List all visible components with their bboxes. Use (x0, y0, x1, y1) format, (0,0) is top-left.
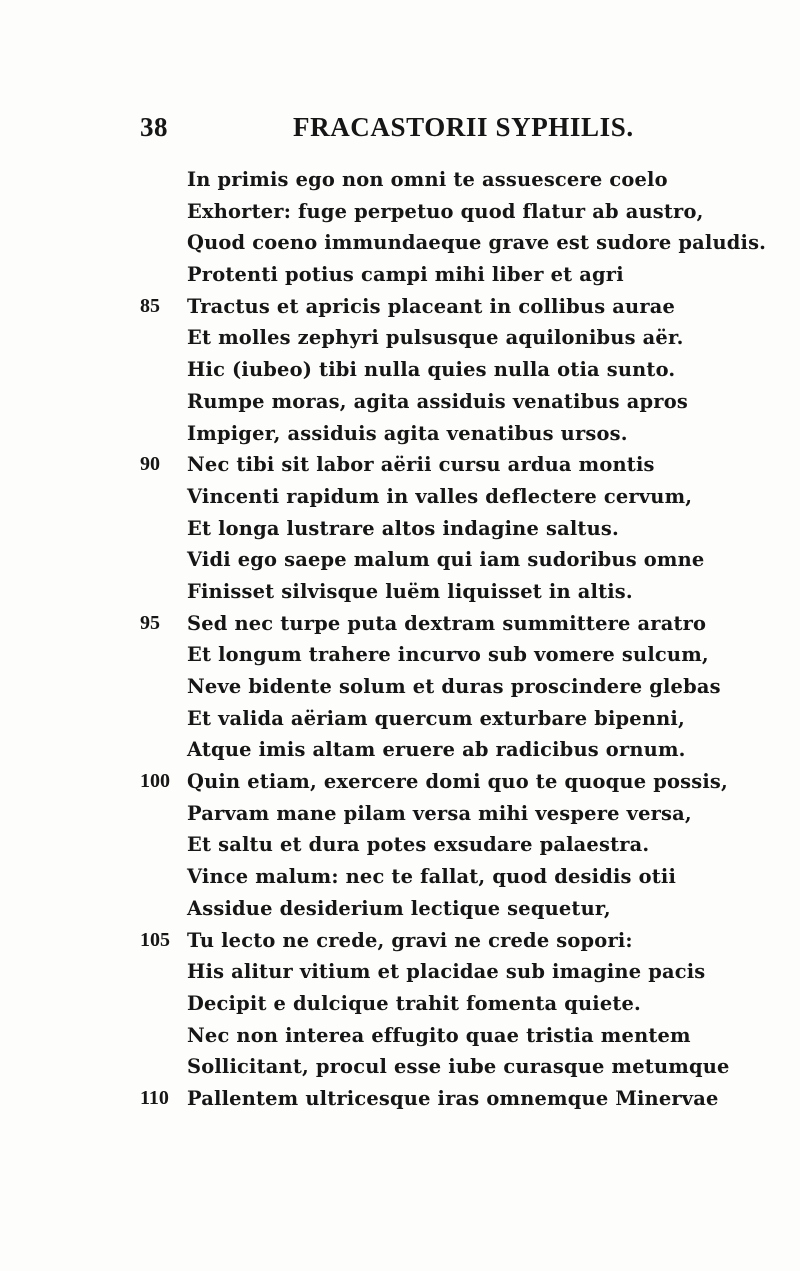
page-number: 38 (140, 112, 168, 142)
line-text: Vincenti rapidum in valles deflectere cervum, (187, 484, 693, 508)
line-text: Protenti potius campi mihi liber et agri (187, 263, 624, 287)
line-text: Neve bidente solum et duras proscindere glebas (187, 675, 721, 698)
line-number: 90 (140, 453, 160, 476)
line-text: Pallentem ultricesque iras omnemque Minervae (187, 1086, 719, 1110)
line-text: Quod coeno immundaeque grave est sudore paludis. (187, 231, 767, 255)
line-text: Impiger, assiduis agita venatibus ursos. (187, 421, 628, 445)
line-text: Rumpe moras, agita assiduis venatibus apros (187, 389, 688, 413)
verse-line (150, 196, 770, 228)
verse-line (140, 925, 770, 957)
verse-line (150, 259, 770, 291)
line-text: Parvam mane pilam versa mihi vespere versa, (187, 801, 692, 825)
line-number: 105 (140, 928, 170, 951)
verse-line (140, 291, 770, 323)
line-text: Assidue desiderium lectique sequetur, (187, 896, 611, 920)
verse-block (140, 164, 770, 1115)
line-text: His alitur vitium et placidae sub imagine pacis (187, 960, 706, 984)
line-text: Tractus et apricis placeant in collibus aurae (187, 294, 676, 318)
verse-line (150, 1051, 770, 1083)
verse-line (150, 386, 770, 418)
verse-line (150, 544, 770, 576)
line-text: Et longa lustrare altos indagine saltus. (187, 516, 619, 540)
line-number: 85 (140, 294, 160, 317)
line-text: Decipit e dulcique trahit fomenta quiete. (187, 991, 641, 1015)
verse-line (150, 418, 770, 450)
line-text: Et longum trahere incurvo sub vomere sulcum, (187, 643, 709, 667)
running-head (140, 112, 740, 146)
verse-line (140, 449, 770, 481)
verse-line (150, 639, 770, 671)
verse-line (140, 1083, 770, 1115)
verse-line (140, 766, 770, 798)
running-title: FRACASTORII SYPHILIS. (293, 112, 634, 142)
verse-line (150, 798, 770, 830)
verse-line (150, 481, 770, 513)
verse-line (150, 829, 770, 861)
verse-line (150, 322, 770, 354)
verse-line (150, 861, 770, 893)
verse-line (150, 227, 770, 259)
line-text: Quin etiam, exercere domi quo te quoque possis, (187, 770, 728, 794)
verse-line (150, 988, 770, 1020)
line-text: Nec tibi sit labor aërii cursu ardua montis (187, 453, 655, 477)
verse-line (150, 671, 770, 703)
verse-line (140, 608, 770, 640)
line-text: Et saltu et dura potes exsudare palaestra. (187, 833, 650, 857)
verse-line (150, 1020, 770, 1052)
verse-line (150, 576, 770, 608)
line-text: Hic (iubeo) tibi nulla quies nulla otia sunto. (187, 358, 676, 382)
line-text: Sollicitant, procul esse iube curasque metumque (187, 1055, 730, 1079)
line-number: 100 (140, 770, 170, 793)
verse-line (150, 164, 770, 196)
line-number: 110 (140, 1086, 169, 1109)
line-text: Vidi ego saepe malum qui iam sudoribus omne (187, 548, 705, 572)
line-text: Atque imis altam eruere ab radicibus ornum. (187, 738, 686, 762)
line-text: Nec non interea effugito quae tristia mentem (187, 1023, 691, 1047)
verse-line (150, 893, 770, 925)
line-text: In primis ego non omni te assuescere coelo (187, 168, 668, 191)
line-text: Vince malum: nec te fallat, quod desidis otii (187, 865, 677, 889)
line-text: Et molles zephyri pulsusque aquilonibus aër. (187, 326, 684, 350)
line-text: Exhorter: fuge perpetuo quod flatur ab austro, (187, 199, 704, 223)
verse-line (150, 734, 770, 766)
line-text: Tu lecto ne crede, gravi ne crede sopori: (187, 928, 633, 952)
verse-line (150, 956, 770, 988)
line-text: Sed nec turpe puta dextram summittere aratro (187, 611, 707, 635)
verse-line (150, 354, 770, 386)
verse-line (150, 513, 770, 545)
line-text: Et valida aëriam quercum exturbare bipenni, (187, 706, 685, 730)
line-number: 95 (140, 611, 160, 634)
line-text: Finisset silvisque luëm liquisset in altis. (187, 579, 633, 603)
verse-line (150, 703, 770, 735)
